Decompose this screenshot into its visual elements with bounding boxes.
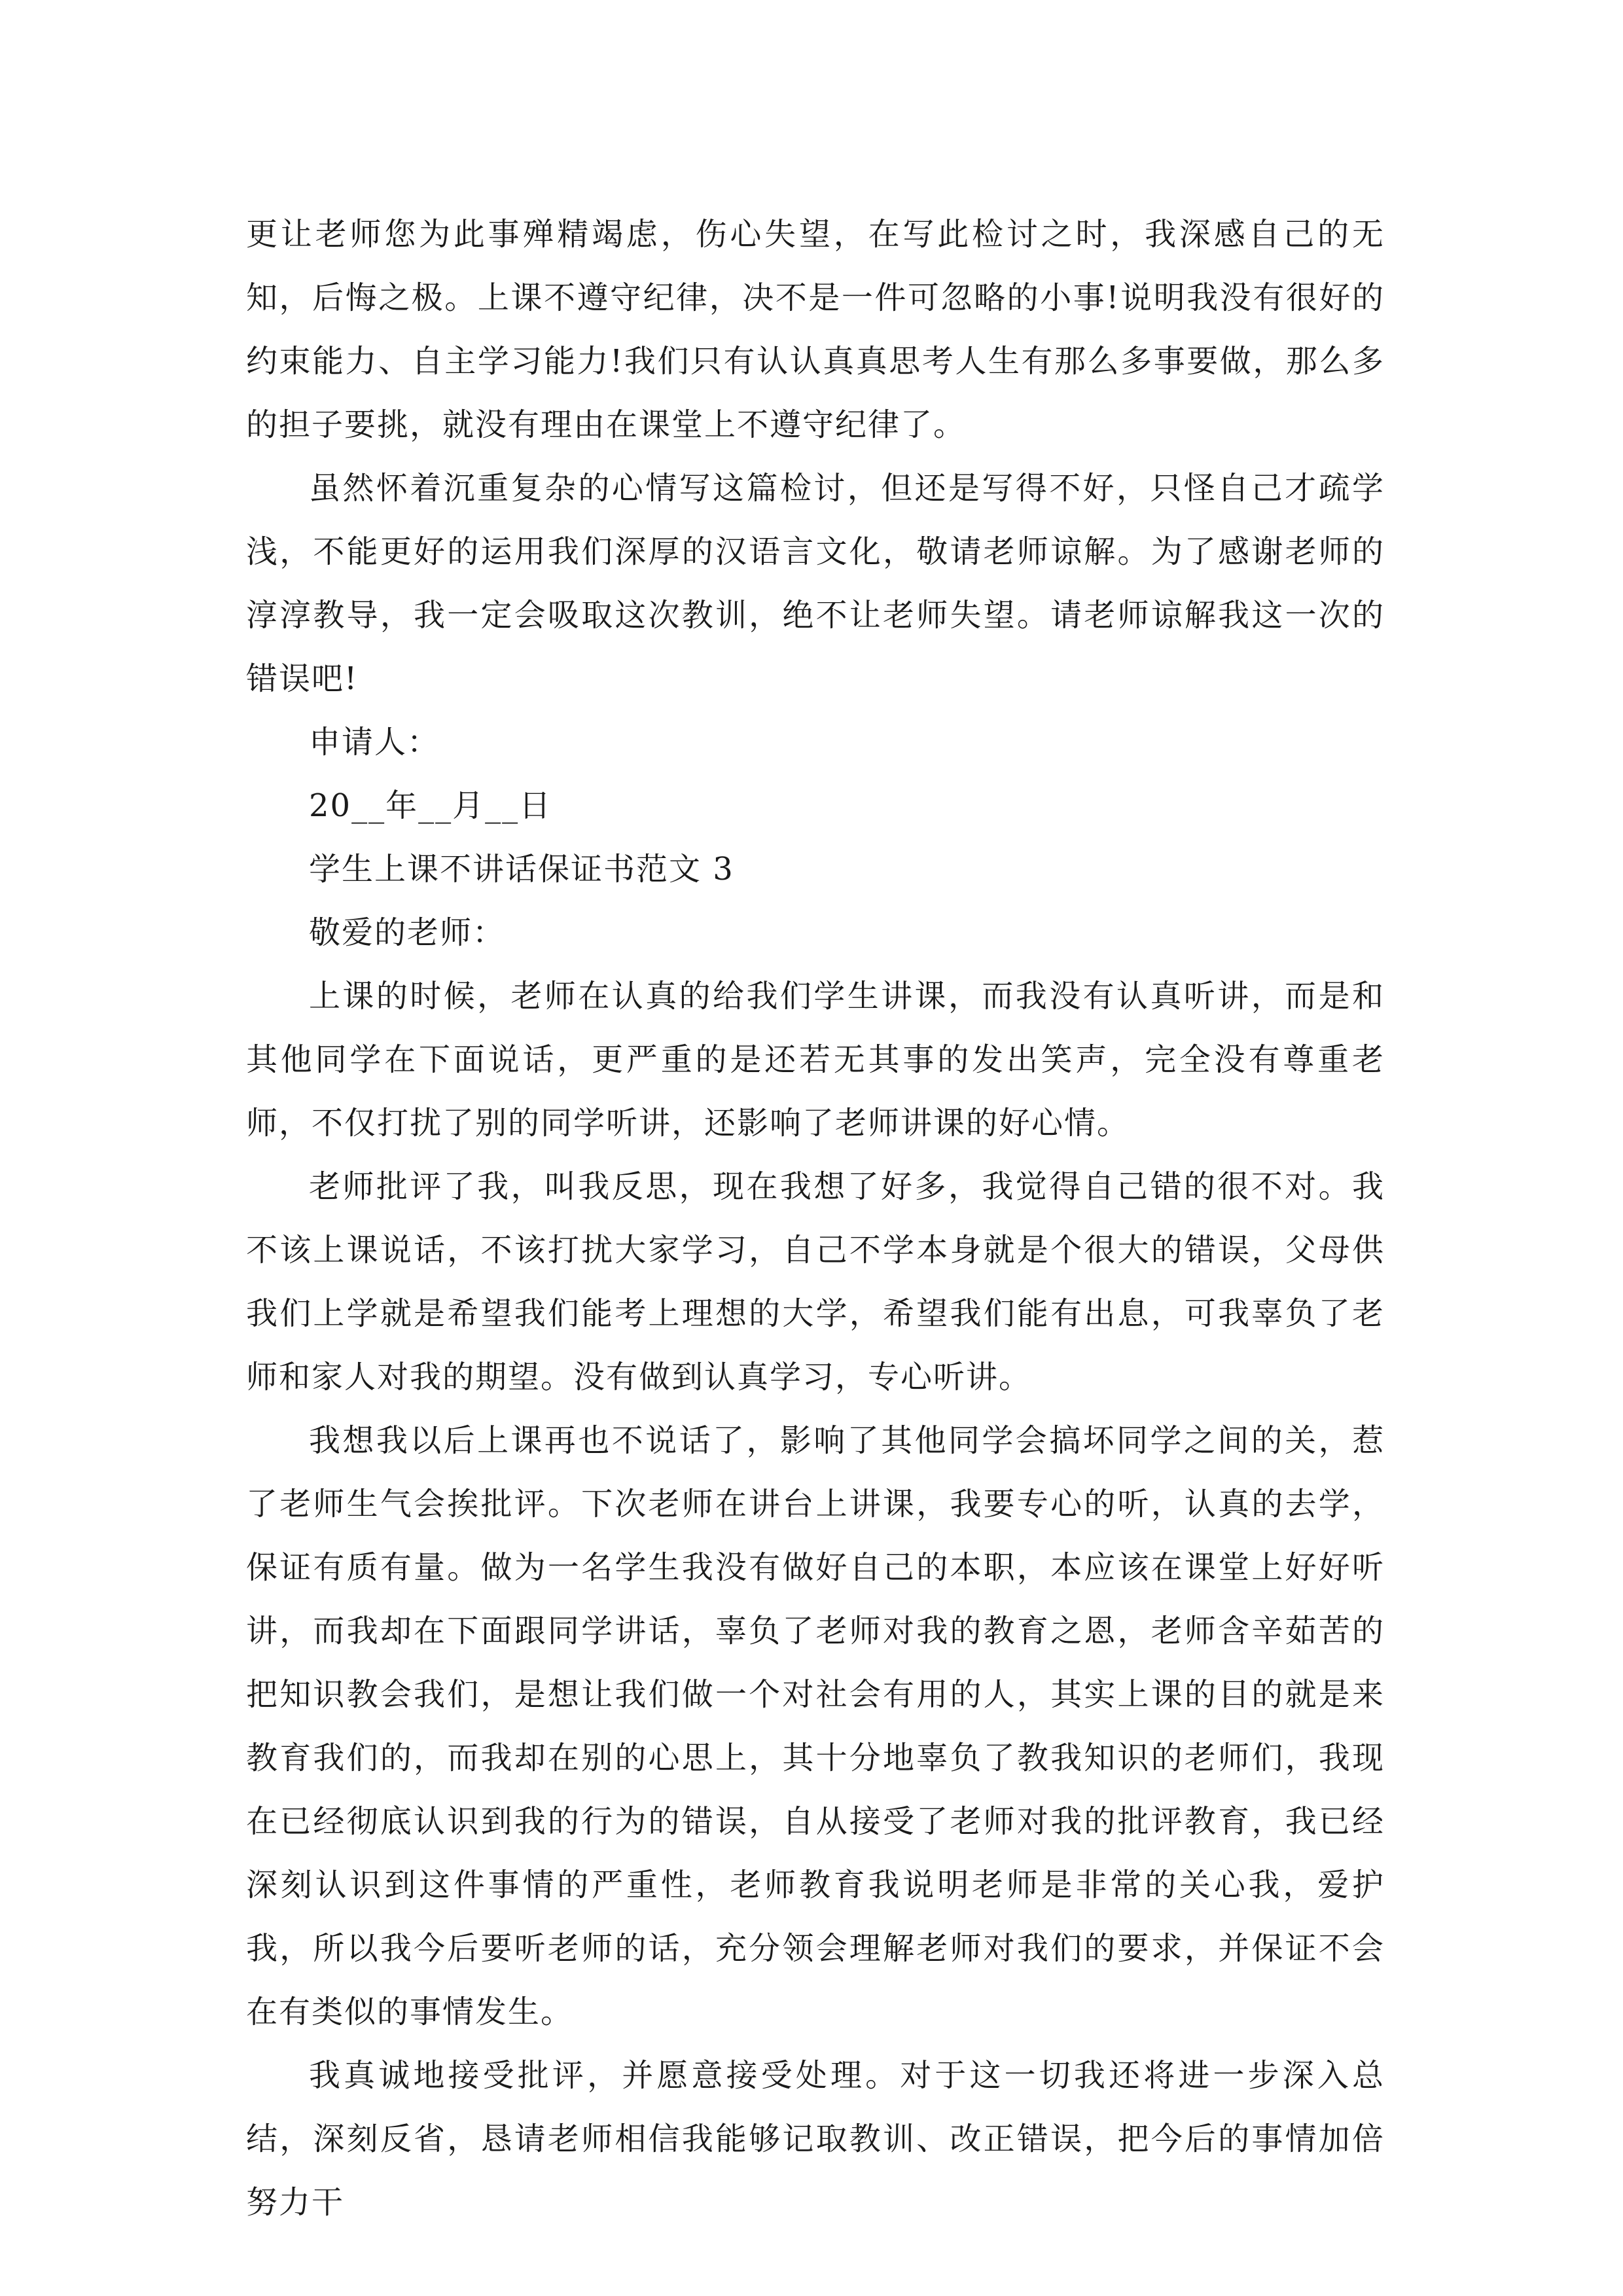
salutation: 敬爱的老师： bbox=[309, 914, 506, 951]
paragraph-reflection: 老师批评了我，叫我反思，现在我想了好多，我觉得自己错的很不对。我不该上课说话，不该打扰大家学习，自己不学本身就是个很大的错误，父母供我们上学就是希望我们能考上理想的大学，希望我们能有出息，可我辜负了老师和家人对我的期望。没有做到认真学习，专心听讲。 bbox=[246, 1168, 1385, 1395]
document-body bbox=[246, 203, 1385, 2234]
paragraph-situation: 上课的时候，老师在认真的给我们学生讲课，而我没有认真听讲，而是和其他同学在下面说话，更严重的是还若无其事的发出笑声，完全没有尊重老师，不仅打扰了别的同学听讲，还影响了老师讲课的好心情。 bbox=[246, 978, 1385, 1141]
paragraph-acceptance: 我真诚地接受批评，并愿意接受处理。对于这一切我还将进一步深入总结，深刻反省，恳请老师相信我能够记取教训、改正错误，把今后的事情加倍努力干 bbox=[246, 2057, 1385, 2221]
paragraph-promise: 我想我以后上课再也不说话了，影响了其他同学会搞坏同学之间的关，惹了老师生气会挨批评。下次老师在讲台上讲课，我要专心的听，认真的去学，保证有质有量。做为一名学生我没有做好自己的本职，本应该在课堂上好好听讲，而我却在下面跟同学讲话，辜负了老师对我的教育之恩，老师含辛茹苦的把知识教会我们，是想让我们做一个对社会有用的人，其实上课的目的就是来教育我们的，而我却在别的心思上，其十分地辜负了教我知识的老师们，我现在已经彻底认识到我的行为的错误，自从接受了老师对我的批评教育，我已经深刻认识到这件事情的严重性，老师教育我说明老师是非常的关心我，爱护我，所以我今后要听老师的话，充分领会理解老师对我们的要求，并保证不会在有类似的事情发生。 bbox=[246, 1422, 1385, 2030]
date-line: 20__年__月__日 bbox=[309, 787, 552, 824]
section-heading: 学生上课不讲话保证书范文 3 bbox=[309, 851, 734, 888]
applicant-label: 申请人： bbox=[309, 724, 440, 761]
paragraph-continuation: 更让老师您为此事殚精竭虑，伤心失望，在写此检讨之时，我深感自己的无知，后悔之极。上课不遵守纪律，决不是一件可忽略的小事!说明我没有很好的约束能力、自主学习能力!我们只有认认真真思考人生有那么多事要做，那么多的担子要挑，就没有理由在课堂上不遵守纪律了。 bbox=[246, 216, 1385, 443]
paragraph-apology: 虽然怀着沉重复杂的心情写这篇检讨，但还是写得不好，只怪自己才疏学浅，不能更好的运用我们深厚的汉语言文化，敬请老师谅解。为了感谢老师的淳淳教导，我一定会吸取这次教训，绝不让老师失望。请老师谅解我这一次的错误吧! bbox=[246, 470, 1385, 697]
